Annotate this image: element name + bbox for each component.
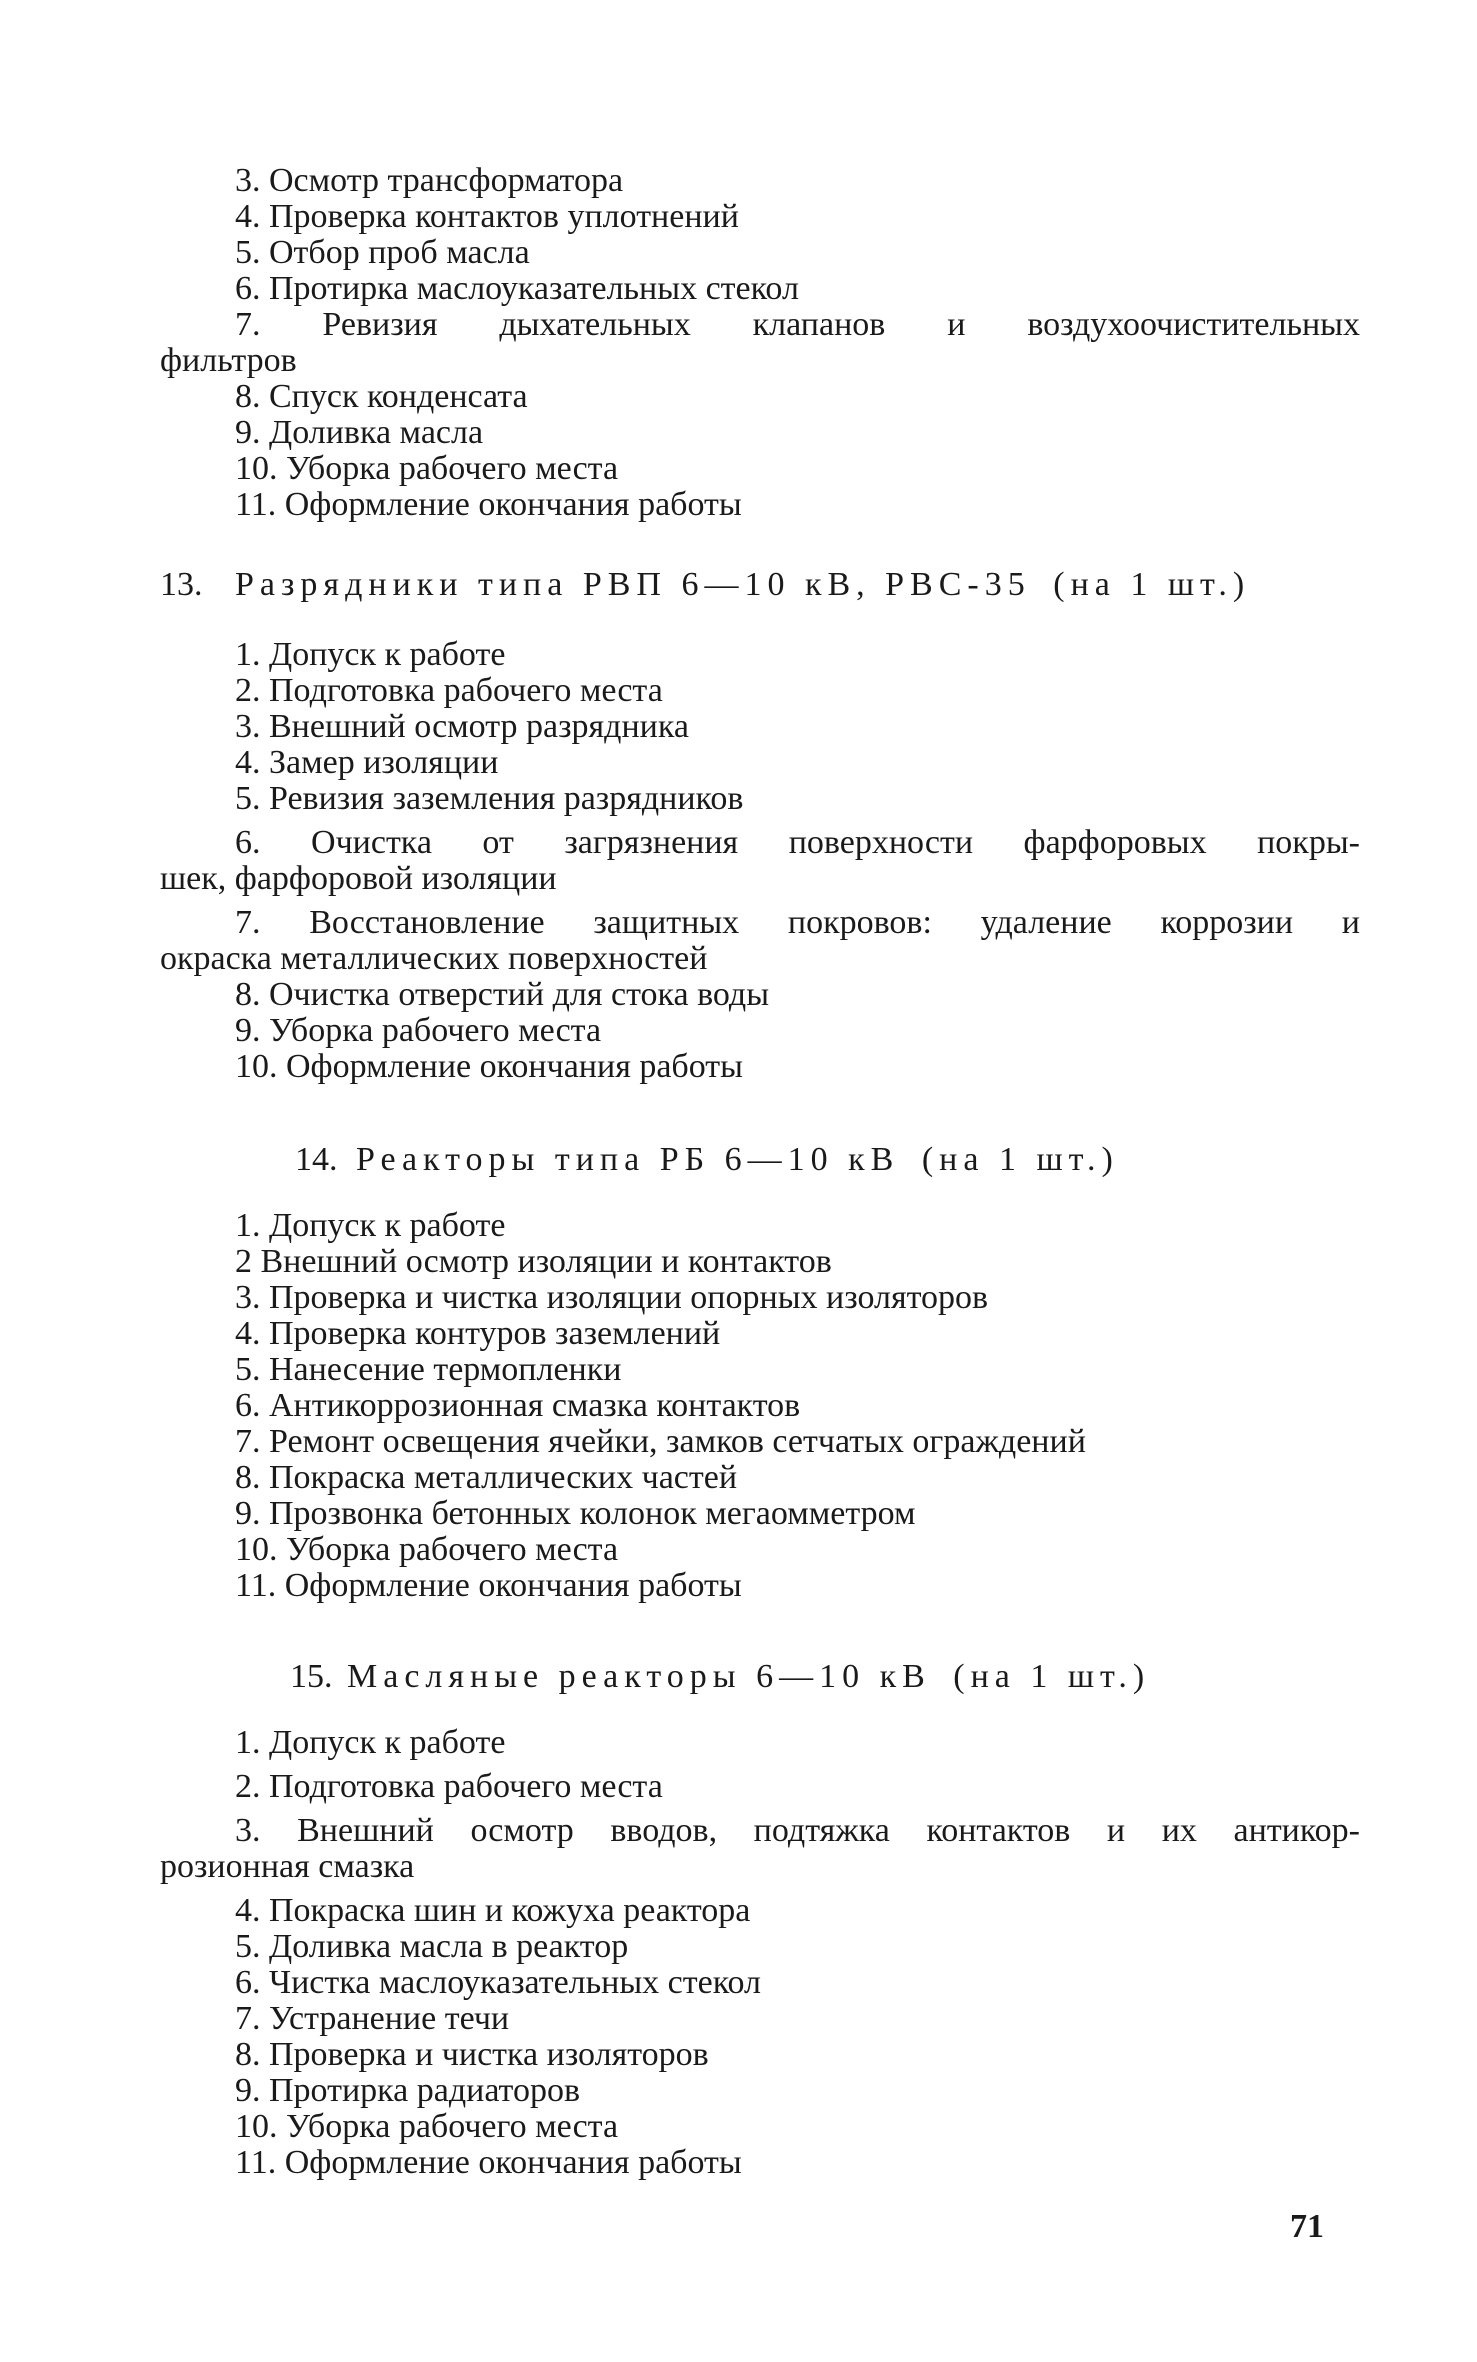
list-item: 6. Антикоррозионная смазка контактов	[235, 1387, 801, 1424]
section-number: 13.	[160, 566, 203, 603]
list-item: 7. Восстановление защитных покровов: удаление коррозии и	[235, 904, 1360, 941]
section-title: Реакторы типа РБ 6—10 кВ	[356, 1141, 900, 1178]
section-13-heading	[160, 565, 1250, 605]
section-title: Разрядники типа РВП 6—10 кВ, РВС-35	[235, 566, 1031, 603]
list-item-continuation: окраска металлических поверхностей	[160, 940, 708, 977]
list-item: 9. Доливка масла	[235, 414, 484, 451]
list-item: 11. Оформление окончания работы	[235, 486, 742, 523]
list-item: 6. Очистка от загрязнения поверхности фарфоровых покры-	[235, 824, 1360, 861]
list-item-continuation: шек, фарфоровой изоляции	[160, 860, 557, 897]
list-item-continuation: фильтров	[160, 342, 297, 379]
list-item: 1. Допуск к работе	[235, 1207, 506, 1244]
section-number: 15.	[290, 1658, 333, 1695]
list-item: 4. Проверка контуров заземлений	[235, 1315, 721, 1352]
list-item: 4. Замер изоляции	[235, 744, 499, 781]
list-item: 3. Осмотр трансформатора	[235, 162, 624, 199]
list-item: 9. Уборка рабочего места	[235, 1012, 602, 1049]
list-item: 11. Оформление окончания работы	[235, 2144, 742, 2181]
list-item: 3. Внешний осмотр разрядника	[235, 708, 689, 745]
list-item: 8. Спуск конденсата	[235, 378, 528, 415]
list-item: 6. Чистка маслоуказательных стекол	[235, 1964, 762, 2001]
section-quantity: (на 1 шт.)	[921, 1141, 1119, 1178]
list-item: 10. Уборка рабочего места	[235, 1531, 619, 1568]
list-item: 2. Подготовка рабочего места	[235, 672, 663, 709]
list-item: 3. Внешний осмотр вводов, подтяжка контактов и их антикор-	[235, 1812, 1360, 1849]
section-15-heading	[290, 1657, 1150, 1697]
list-item: 11. Оформление окончания работы	[235, 1567, 742, 1604]
list-item: 2. Подготовка рабочего места	[235, 1768, 663, 1805]
section-quantity: (на 1 шт.)	[1053, 566, 1251, 603]
section-14-heading	[295, 1140, 1119, 1180]
list-item: 5. Отбор проб масла	[235, 234, 530, 271]
list-item: 8. Проверка и чистка изоляторов	[235, 2036, 709, 2073]
section-13-list	[160, 637, 1360, 1085]
section-number: 14.	[295, 1141, 338, 1178]
list-item: 1. Допуск к работе	[235, 1724, 506, 1761]
list-item: 10. Оформление окончания работы	[235, 1048, 743, 1085]
list-item: 7. Ревизия дыхательных клапанов и воздухоочистительных	[235, 306, 1360, 343]
list-item: 7. Ремонт освещения ячейки, замков сетчатых ограждений	[235, 1423, 1086, 1460]
page-number: 71	[1290, 2208, 1324, 2245]
list-item: 3. Проверка и чистка изоляции опорных изоляторов	[235, 1279, 989, 1316]
section-14-list	[160, 1208, 1360, 1604]
section-15-list	[160, 1725, 1360, 2181]
section-12-list	[160, 163, 1360, 523]
list-item: 9. Прозвонка бетонных колонок мегаомметром	[235, 1495, 916, 1532]
list-item: 1. Допуск к работе	[235, 636, 506, 673]
list-item: 8. Очистка отверстий для стока воды	[235, 976, 770, 1013]
list-item: 5. Ревизия заземления разрядников	[235, 780, 744, 817]
list-item-continuation: розионная смазка	[160, 1848, 415, 1885]
list-item: 5. Нанесение термопленки	[235, 1351, 622, 1388]
list-item: 2 Внешний осмотр изоляции и контактов	[235, 1243, 832, 1280]
list-item: 4. Проверка контактов уплотнений	[235, 198, 739, 235]
list-item: 10. Уборка рабочего места	[235, 450, 619, 487]
list-item: 5. Доливка масла в реактор	[235, 1928, 629, 1965]
list-item: 10. Уборка рабочего места	[235, 2108, 619, 2145]
section-quantity: (на 1 шт.)	[953, 1658, 1151, 1695]
list-item: 9. Протирка радиаторов	[235, 2072, 581, 2109]
list-item: 4. Покраска шин и кожуха реактора	[235, 1892, 751, 1929]
list-item: 7. Устранение течи	[235, 2000, 510, 2037]
list-item: 6. Протирка маслоуказательных стекол	[235, 270, 799, 307]
section-title: Масляные реакторы 6—10 кВ	[347, 1658, 931, 1695]
list-item: 8. Покраска металлических частей	[235, 1459, 738, 1496]
